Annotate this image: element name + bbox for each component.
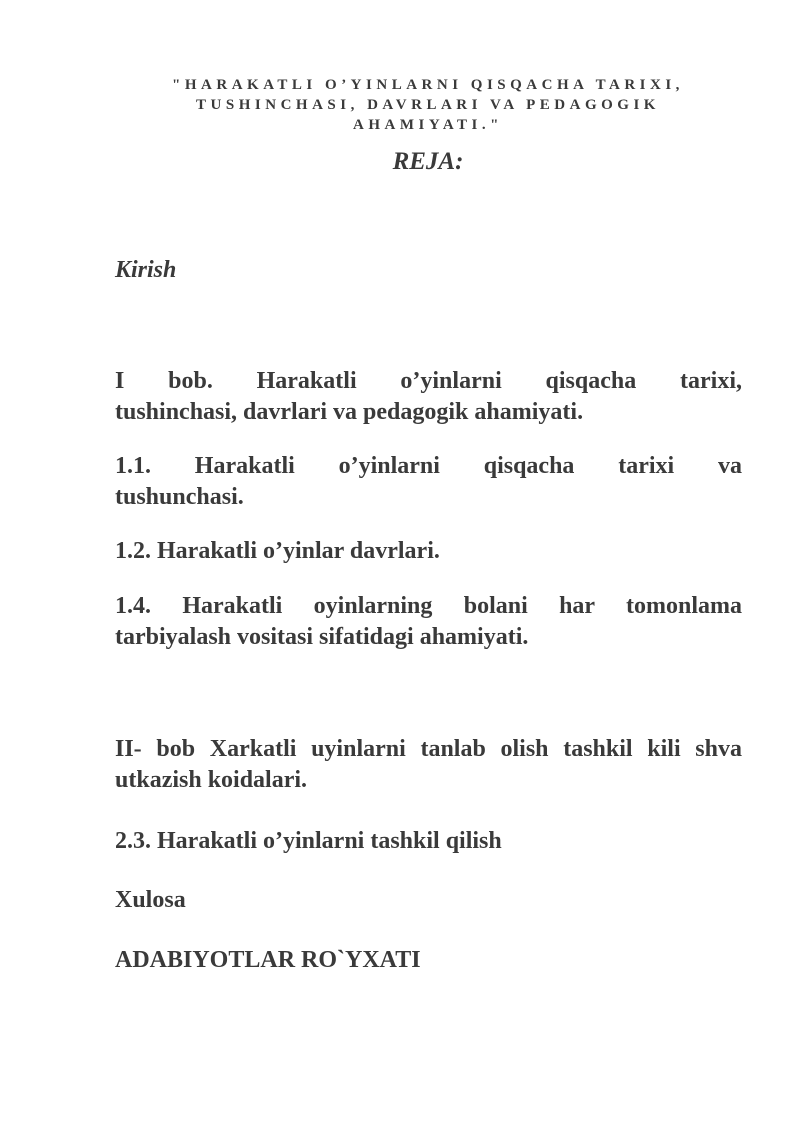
chapter-1-item [115,366,742,428]
section-1-4-line-2: tarbiyalash vositasi sifatidagi ahamiyati. [115,624,529,650]
chapter-2-line-2: utkazish koidalari. [115,767,308,793]
chapter-2-line-1: II- bob Xarkatli uyinlarni tanlab olish tashkil kili shva [115,736,742,762]
plan-heading: REJA: [392,148,464,175]
title-line-3: AHAMIYATI." [353,117,503,133]
section-2-3-item: 2.3. Harakatli o’yinlarni tashkil qilish [115,828,502,854]
title-line-2: TUSHINCHASI, DAVRLARI VA PEDAGOGIK [196,97,660,113]
section-1-2-item: 1.2. Harakatli o’yinlar davrlari. [115,538,440,564]
chapter-2-item [115,734,742,796]
chapter-1-line-1: I bob. Harakatli o’yinlarni qisqacha tarixi, [115,368,742,394]
conclusion-item: Xulosa [115,887,186,913]
chapter-1-line-2: tushinchasi, davrlari va pedagogik ahamiyati. [115,399,584,425]
title-line-1: "HARAKATLI O’YINLARNI QISQACHA TARIXI, [172,77,684,93]
section-1-4-line-1: 1.4. Harakatli oyinlarning bolani har tomonlama [115,593,742,619]
section-1-4-item [115,591,742,653]
intro-item: Kirish [115,257,177,283]
references-item: ADABIYOTLAR RO`YXATI [115,947,421,973]
section-1-1-line-1: 1.1. Harakatli o’yinlarni qisqacha tarixi va [115,453,742,479]
section-1-1-line-2: tushunchasi. [115,484,244,510]
document-title [115,75,741,135]
section-1-1-item [115,451,742,513]
